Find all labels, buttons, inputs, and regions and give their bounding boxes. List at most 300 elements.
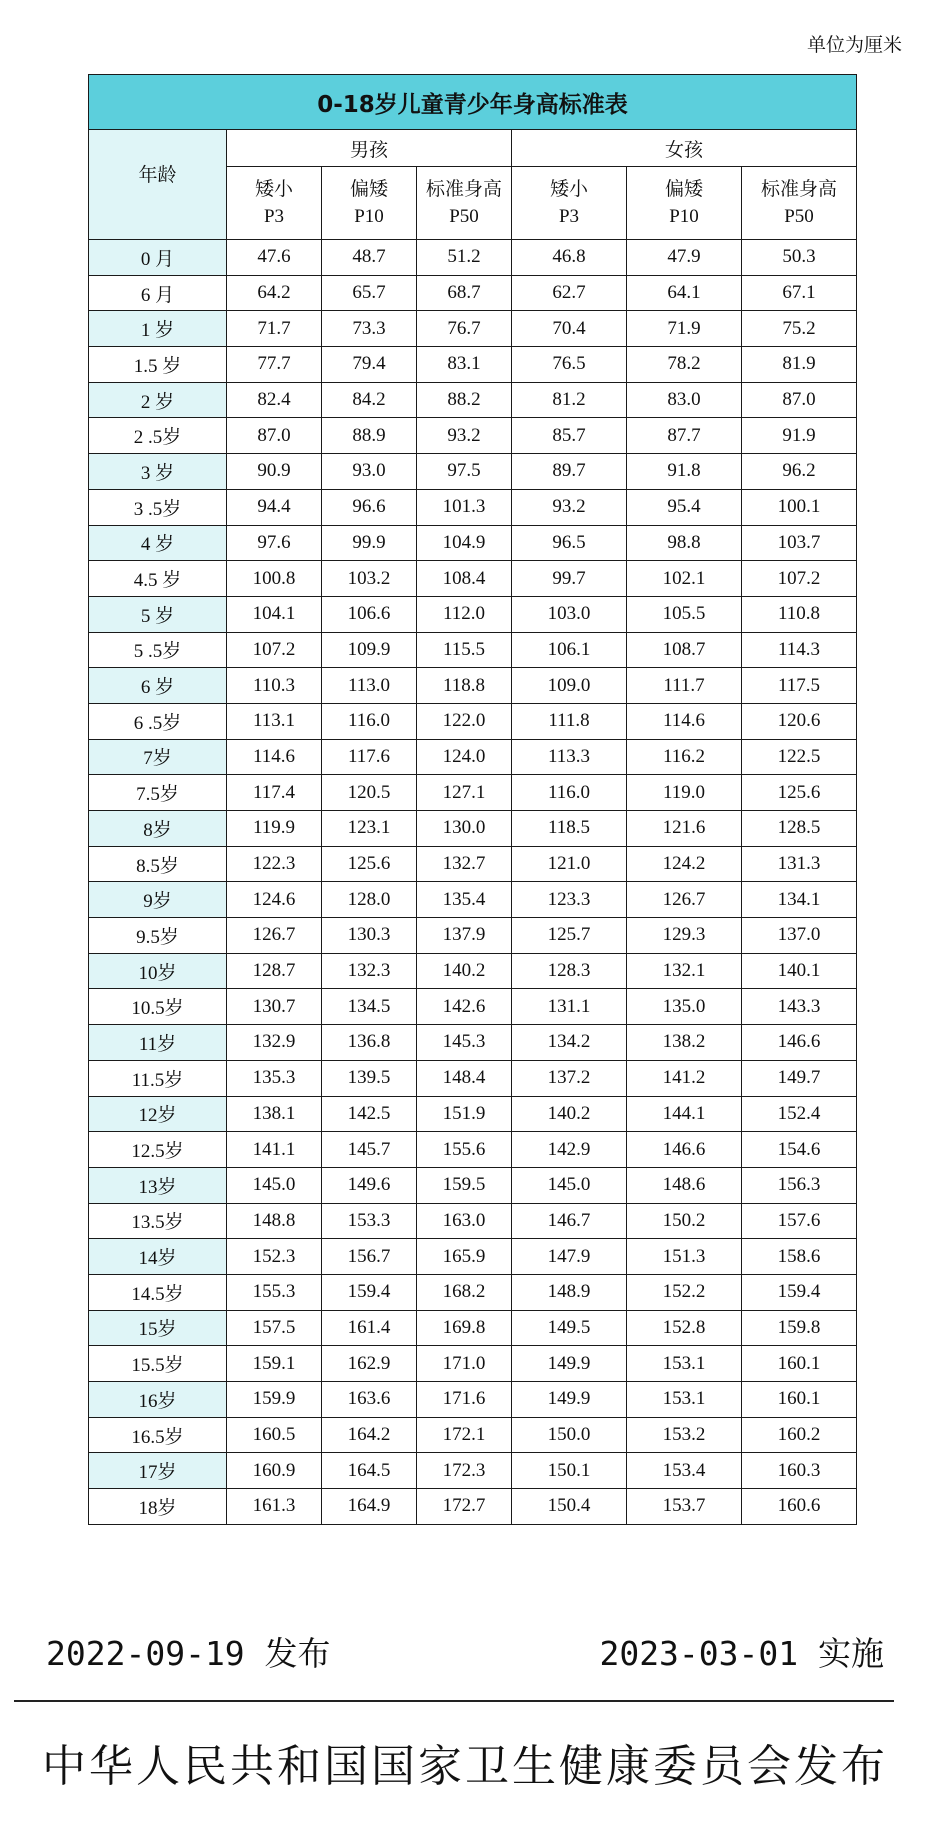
- age-cell: 3 岁: [89, 454, 227, 490]
- height-cell: 145.0: [227, 1167, 322, 1203]
- height-cell: 149.7: [742, 1060, 857, 1096]
- height-cell: 108.4: [417, 561, 512, 597]
- table-row: [89, 1132, 857, 1168]
- height-cell: 100.8: [227, 561, 322, 597]
- height-cell: 163.6: [322, 1382, 417, 1418]
- height-cell: 71.7: [227, 311, 322, 347]
- age-cell: 2 .5岁: [89, 418, 227, 454]
- height-cell: 87.7: [627, 418, 742, 454]
- height-cell: 104.1: [227, 596, 322, 632]
- height-cell: 139.5: [322, 1060, 417, 1096]
- column-header-percentile: P50: [449, 206, 479, 227]
- height-cell: 159.1: [227, 1346, 322, 1382]
- height-cell: 48.7: [322, 240, 417, 276]
- height-cell: 67.1: [742, 275, 857, 311]
- height-cell: 149.9: [512, 1382, 627, 1418]
- column-header: [742, 167, 857, 240]
- table-row: [89, 596, 857, 632]
- height-cell: 153.3: [322, 1203, 417, 1239]
- table-body: [89, 240, 857, 1525]
- height-cell: 138.1: [227, 1096, 322, 1132]
- height-cell: 50.3: [742, 240, 857, 276]
- age-cell: 10.5岁: [89, 989, 227, 1025]
- height-cell: 122.0: [417, 703, 512, 739]
- table-row: [89, 668, 857, 704]
- table-row: [89, 1096, 857, 1132]
- height-cell: 135.0: [627, 989, 742, 1025]
- unit-note: 单位为厘米: [806, 34, 902, 56]
- height-cell: 108.7: [627, 632, 742, 668]
- table-row: [89, 418, 857, 454]
- height-cell: 83.0: [627, 382, 742, 418]
- height-cell: 125.6: [322, 846, 417, 882]
- age-cell: 6 .5岁: [89, 703, 227, 739]
- height-cell: 119.9: [227, 811, 322, 847]
- column-header-label: 偏矮: [349, 178, 388, 200]
- height-cell: 131.1: [512, 989, 627, 1025]
- issuer: 中华人民共和国国家卫生健康委员会发布: [42, 1741, 888, 1792]
- height-cell: 111.8: [512, 703, 627, 739]
- table-row: [89, 1025, 857, 1061]
- height-cell: 143.3: [742, 989, 857, 1025]
- column-header-percentile: P3: [558, 206, 580, 227]
- height-standard-table-container: [88, 74, 856, 1525]
- height-cell: 81.9: [742, 347, 857, 383]
- height-cell: 93.0: [322, 454, 417, 490]
- height-cell: 148.8: [227, 1203, 322, 1239]
- table-row: [89, 703, 857, 739]
- height-cell: 163.0: [417, 1203, 512, 1239]
- height-cell: 87.0: [227, 418, 322, 454]
- height-cell: 75.2: [742, 311, 857, 347]
- table-row: [89, 739, 857, 775]
- height-cell: 148.9: [512, 1274, 627, 1310]
- column-header: [512, 167, 627, 240]
- table-row: [89, 489, 857, 525]
- height-cell: 76.7: [417, 311, 512, 347]
- group-header-girls: 女孩: [512, 130, 857, 167]
- table-row: [89, 1453, 857, 1489]
- height-cell: 136.8: [322, 1025, 417, 1061]
- height-cell: 47.6: [227, 240, 322, 276]
- height-cell: 101.3: [417, 489, 512, 525]
- age-cell: 7岁: [89, 739, 227, 775]
- table-row: [89, 1346, 857, 1382]
- column-header-label: 矮小: [549, 178, 588, 200]
- height-cell: 91.9: [742, 418, 857, 454]
- height-cell: 134.1: [742, 882, 857, 918]
- table-row: [89, 846, 857, 882]
- height-cell: 79.4: [322, 347, 417, 383]
- table-row: [89, 525, 857, 561]
- height-cell: 156.7: [322, 1239, 417, 1275]
- height-cell: 145.0: [512, 1167, 627, 1203]
- height-cell: 160.5: [227, 1417, 322, 1453]
- height-cell: 159.9: [227, 1382, 322, 1418]
- height-cell: 148.4: [417, 1060, 512, 1096]
- column-header: [227, 167, 322, 240]
- table-row: [89, 240, 857, 276]
- height-cell: 84.2: [322, 382, 417, 418]
- table-row: [89, 1203, 857, 1239]
- table-row: [89, 1310, 857, 1346]
- height-cell: 103.2: [322, 561, 417, 597]
- age-cell: 2 岁: [89, 382, 227, 418]
- height-cell: 123.3: [512, 882, 627, 918]
- height-cell: 152.4: [742, 1096, 857, 1132]
- height-cell: 113.1: [227, 703, 322, 739]
- height-cell: 82.4: [227, 382, 322, 418]
- height-cell: 172.1: [417, 1417, 512, 1453]
- age-cell: 6 岁: [89, 668, 227, 704]
- height-cell: 149.9: [512, 1346, 627, 1382]
- height-cell: 132.1: [627, 953, 742, 989]
- age-cell: 18岁: [89, 1489, 227, 1525]
- height-cell: 140.2: [512, 1096, 627, 1132]
- height-cell: 117.4: [227, 775, 322, 811]
- age-cell: 13.5岁: [89, 1203, 227, 1239]
- height-cell: 106.6: [322, 596, 417, 632]
- height-cell: 90.9: [227, 454, 322, 490]
- height-cell: 156.3: [742, 1167, 857, 1203]
- height-cell: 99.9: [322, 525, 417, 561]
- height-cell: 132.9: [227, 1025, 322, 1061]
- height-cell: 146.7: [512, 1203, 627, 1239]
- age-cell: 4 岁: [89, 525, 227, 561]
- column-header-percentile: P10: [354, 206, 384, 227]
- height-cell: 124.6: [227, 882, 322, 918]
- height-cell: 107.2: [227, 632, 322, 668]
- height-cell: 160.1: [742, 1382, 857, 1418]
- height-cell: 172.7: [417, 1489, 512, 1525]
- height-cell: 123.1: [322, 811, 417, 847]
- height-cell: 155.6: [417, 1132, 512, 1168]
- height-cell: 137.0: [742, 918, 857, 954]
- height-cell: 68.7: [417, 275, 512, 311]
- table-row: [89, 811, 857, 847]
- height-cell: 109.0: [512, 668, 627, 704]
- height-cell: 121.0: [512, 846, 627, 882]
- height-cell: 46.8: [512, 240, 627, 276]
- height-cell: 127.1: [417, 775, 512, 811]
- height-cell: 142.6: [417, 989, 512, 1025]
- column-header-label: 偏矮: [664, 178, 703, 200]
- height-cell: 96.5: [512, 525, 627, 561]
- age-cell: 9岁: [89, 882, 227, 918]
- height-cell: 78.2: [627, 347, 742, 383]
- height-cell: 132.3: [322, 953, 417, 989]
- age-cell: 3 .5岁: [89, 489, 227, 525]
- column-header-label: 标准身高: [761, 178, 838, 200]
- height-cell: 81.2: [512, 382, 627, 418]
- height-cell: 146.6: [627, 1132, 742, 1168]
- height-cell: 111.7: [627, 668, 742, 704]
- table-row: [89, 918, 857, 954]
- height-cell: 88.9: [322, 418, 417, 454]
- height-cell: 130.7: [227, 989, 322, 1025]
- column-header: [322, 167, 417, 240]
- height-cell: 95.4: [627, 489, 742, 525]
- height-cell: 138.2: [627, 1025, 742, 1061]
- table-row: [89, 561, 857, 597]
- group-header-boys: 男孩: [227, 130, 512, 167]
- height-cell: 120.6: [742, 703, 857, 739]
- publish-date: 2022-09-19 发布: [46, 1634, 331, 1673]
- height-cell: 171.6: [417, 1382, 512, 1418]
- age-cell: 10岁: [89, 953, 227, 989]
- height-cell: 137.2: [512, 1060, 627, 1096]
- height-cell: 124.2: [627, 846, 742, 882]
- height-cell: 160.3: [742, 1453, 857, 1489]
- height-cell: 114.3: [742, 632, 857, 668]
- height-cell: 117.6: [322, 739, 417, 775]
- column-header: [417, 167, 512, 240]
- height-cell: 149.5: [512, 1310, 627, 1346]
- table-row: [89, 454, 857, 490]
- column-header: [627, 167, 742, 240]
- height-cell: 94.4: [227, 489, 322, 525]
- height-cell: 150.4: [512, 1489, 627, 1525]
- height-cell: 116.2: [627, 739, 742, 775]
- height-cell: 142.9: [512, 1132, 627, 1168]
- height-cell: 128.0: [322, 882, 417, 918]
- table-row: [89, 882, 857, 918]
- table-row: [89, 632, 857, 668]
- height-cell: 146.6: [742, 1025, 857, 1061]
- height-cell: 151.9: [417, 1096, 512, 1132]
- height-cell: 140.2: [417, 953, 512, 989]
- age-cell: 13岁: [89, 1167, 227, 1203]
- height-cell: 124.0: [417, 739, 512, 775]
- age-cell: 17岁: [89, 1453, 227, 1489]
- height-cell: 114.6: [227, 739, 322, 775]
- height-cell: 105.5: [627, 596, 742, 632]
- height-cell: 152.2: [627, 1274, 742, 1310]
- footer-divider: [14, 1700, 894, 1702]
- height-cell: 104.9: [417, 525, 512, 561]
- height-cell: 147.9: [512, 1239, 627, 1275]
- height-cell: 96.2: [742, 454, 857, 490]
- age-cell: 16.5岁: [89, 1417, 227, 1453]
- height-cell: 87.0: [742, 382, 857, 418]
- height-cell: 93.2: [512, 489, 627, 525]
- height-cell: 137.9: [417, 918, 512, 954]
- height-cell: 73.3: [322, 311, 417, 347]
- height-cell: 153.7: [627, 1489, 742, 1525]
- height-cell: 114.6: [627, 703, 742, 739]
- height-cell: 125.6: [742, 775, 857, 811]
- effective-date: 2023-03-01 实施: [599, 1634, 884, 1673]
- height-cell: 83.1: [417, 347, 512, 383]
- table-row: [89, 275, 857, 311]
- height-cell: 113.0: [322, 668, 417, 704]
- height-cell: 152.3: [227, 1239, 322, 1275]
- height-cell: 128.7: [227, 953, 322, 989]
- table-row: [89, 1060, 857, 1096]
- height-cell: 141.2: [627, 1060, 742, 1096]
- column-header-percentile: P50: [784, 206, 814, 227]
- table-row: [89, 382, 857, 418]
- age-cell: 12岁: [89, 1096, 227, 1132]
- height-cell: 77.7: [227, 347, 322, 383]
- height-cell: 76.5: [512, 347, 627, 383]
- height-cell: 160.1: [742, 1346, 857, 1382]
- height-cell: 155.3: [227, 1274, 322, 1310]
- height-cell: 154.6: [742, 1132, 857, 1168]
- height-cell: 120.5: [322, 775, 417, 811]
- age-cell: 15.5岁: [89, 1346, 227, 1382]
- age-cell: 1.5 岁: [89, 347, 227, 383]
- height-cell: 144.1: [627, 1096, 742, 1132]
- height-cell: 110.8: [742, 596, 857, 632]
- height-cell: 164.2: [322, 1417, 417, 1453]
- table-row: [89, 1167, 857, 1203]
- height-cell: 158.6: [742, 1239, 857, 1275]
- age-cell: 16岁: [89, 1382, 227, 1418]
- table-row: [89, 989, 857, 1025]
- height-cell: 152.8: [627, 1310, 742, 1346]
- height-cell: 151.3: [627, 1239, 742, 1275]
- height-cell: 142.5: [322, 1096, 417, 1132]
- height-cell: 128.5: [742, 811, 857, 847]
- table-row: [89, 775, 857, 811]
- height-cell: 103.7: [742, 525, 857, 561]
- height-cell: 153.4: [627, 1453, 742, 1489]
- height-cell: 150.1: [512, 1453, 627, 1489]
- age-header: 年龄: [89, 130, 227, 240]
- height-cell: 96.6: [322, 489, 417, 525]
- table-row: [89, 1417, 857, 1453]
- height-cell: 145.3: [417, 1025, 512, 1061]
- height-cell: 88.2: [417, 382, 512, 418]
- height-cell: 159.4: [322, 1274, 417, 1310]
- height-cell: 153.2: [627, 1417, 742, 1453]
- height-cell: 157.6: [742, 1203, 857, 1239]
- height-cell: 165.9: [417, 1239, 512, 1275]
- height-cell: 159.4: [742, 1274, 857, 1310]
- age-cell: 8.5岁: [89, 846, 227, 882]
- age-cell: 1 岁: [89, 311, 227, 347]
- height-cell: 109.9: [322, 632, 417, 668]
- height-cell: 122.3: [227, 846, 322, 882]
- height-cell: 64.1: [627, 275, 742, 311]
- table-row: [89, 1489, 857, 1525]
- age-cell: 12.5岁: [89, 1132, 227, 1168]
- height-cell: 71.9: [627, 311, 742, 347]
- height-cell: 116.0: [512, 775, 627, 811]
- height-cell: 121.6: [627, 811, 742, 847]
- height-standard-table: [88, 74, 857, 1525]
- height-cell: 132.7: [417, 846, 512, 882]
- height-cell: 99.7: [512, 561, 627, 597]
- height-cell: 98.8: [627, 525, 742, 561]
- height-cell: 134.5: [322, 989, 417, 1025]
- height-cell: 160.2: [742, 1417, 857, 1453]
- height-cell: 62.7: [512, 275, 627, 311]
- height-cell: 126.7: [227, 918, 322, 954]
- age-cell: 8岁: [89, 811, 227, 847]
- height-cell: 110.3: [227, 668, 322, 704]
- table-row: [89, 311, 857, 347]
- height-cell: 91.8: [627, 454, 742, 490]
- table-row: [89, 1274, 857, 1310]
- table-row: [89, 1239, 857, 1275]
- age-cell: 0 月: [89, 240, 227, 276]
- height-cell: 118.8: [417, 668, 512, 704]
- height-cell: 157.5: [227, 1310, 322, 1346]
- height-cell: 161.3: [227, 1489, 322, 1525]
- height-cell: 97.6: [227, 525, 322, 561]
- height-cell: 160.6: [742, 1489, 857, 1525]
- height-cell: 134.2: [512, 1025, 627, 1061]
- height-cell: 141.1: [227, 1132, 322, 1168]
- column-header-label: 矮小: [254, 178, 293, 200]
- age-cell: 7.5岁: [89, 775, 227, 811]
- height-cell: 97.5: [417, 454, 512, 490]
- height-cell: 171.0: [417, 1346, 512, 1382]
- height-cell: 115.5: [417, 632, 512, 668]
- height-cell: 169.8: [417, 1310, 512, 1346]
- table-row: [89, 1382, 857, 1418]
- height-cell: 153.1: [627, 1346, 742, 1382]
- height-cell: 118.5: [512, 811, 627, 847]
- height-cell: 128.3: [512, 953, 627, 989]
- height-cell: 70.4: [512, 311, 627, 347]
- height-cell: 65.7: [322, 275, 417, 311]
- age-cell: 9.5岁: [89, 918, 227, 954]
- height-cell: 164.5: [322, 1453, 417, 1489]
- column-header-percentile: P3: [263, 206, 285, 227]
- height-cell: 122.5: [742, 739, 857, 775]
- height-cell: 89.7: [512, 454, 627, 490]
- height-cell: 164.9: [322, 1489, 417, 1525]
- height-cell: 117.5: [742, 668, 857, 704]
- height-cell: 106.1: [512, 632, 627, 668]
- table-title: 0-18岁儿童青少年身高标准表: [89, 75, 857, 130]
- height-cell: 102.1: [627, 561, 742, 597]
- height-cell: 135.3: [227, 1060, 322, 1096]
- age-cell: 6 月: [89, 275, 227, 311]
- height-cell: 135.4: [417, 882, 512, 918]
- height-cell: 119.0: [627, 775, 742, 811]
- height-cell: 85.7: [512, 418, 627, 454]
- height-cell: 162.9: [322, 1346, 417, 1382]
- age-cell: 4.5 岁: [89, 561, 227, 597]
- height-cell: 168.2: [417, 1274, 512, 1310]
- age-cell: 11岁: [89, 1025, 227, 1061]
- column-header-percentile: P10: [669, 206, 699, 227]
- height-cell: 159.8: [742, 1310, 857, 1346]
- height-cell: 172.3: [417, 1453, 512, 1489]
- age-cell: 15岁: [89, 1310, 227, 1346]
- table-row: [89, 953, 857, 989]
- height-cell: 131.3: [742, 846, 857, 882]
- height-cell: 130.3: [322, 918, 417, 954]
- height-cell: 140.1: [742, 953, 857, 989]
- height-cell: 125.7: [512, 918, 627, 954]
- height-cell: 145.7: [322, 1132, 417, 1168]
- height-cell: 116.0: [322, 703, 417, 739]
- table-row: [89, 347, 857, 383]
- age-cell: 11.5岁: [89, 1060, 227, 1096]
- age-cell: 5 .5岁: [89, 632, 227, 668]
- column-header-label: 标准身高: [425, 178, 502, 200]
- height-cell: 153.1: [627, 1382, 742, 1418]
- age-cell: 5 岁: [89, 596, 227, 632]
- height-cell: 148.6: [627, 1167, 742, 1203]
- height-cell: 150.0: [512, 1417, 627, 1453]
- height-cell: 93.2: [417, 418, 512, 454]
